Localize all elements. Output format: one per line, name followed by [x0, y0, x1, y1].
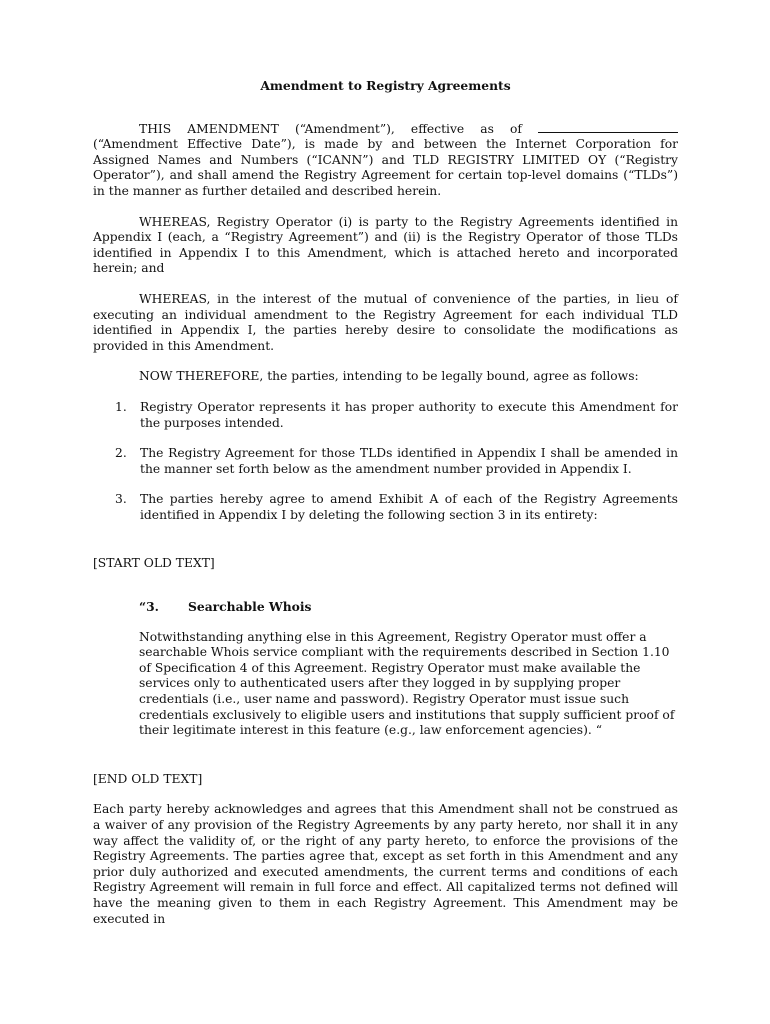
list-item-number: 2.	[115, 446, 127, 461]
list-item	[93, 400, 678, 431]
intro-text-before-blank: THIS AMENDMENT (“Amendment”), effective as of	[139, 121, 538, 136]
intro-paragraph	[93, 121, 678, 200]
list-item-text: Registry Operator represents it has proper authority to execute this Amendment for the purposes intended.	[140, 399, 678, 430]
old-section-body: Notwithstanding anything else in this Agreement, Registry Operator must offer a searchable Whois service compliant with the requirements described in Section 1.10 of Specification 4 of this Agreement. Registry Operator must make available the services only to authenticated users after they logged in by supplying proper credentials (i.e., user name and password). Registry Operator must issue such credentials exclusively to eligible users and institutions that supply sufficient proof of their legitimate interest in this feature (e.g., law enforcement agencies). “	[139, 629, 675, 738]
closing-paragraph: Each party hereby acknowledges and agrees that this Amendment shall not be construed as a waiver of any provision of the Registry Agreements by any party hereto, nor shall it in any way affect the validity of, or the right of any party hereto, to enforce the provisions of the Registry Agreements. The parties agree that, except as set forth in this Amendment and any prior duly authorized and executed amendments, the current terms and conditions of each Registry Agreement will remain in full force and effect. All capitalized terms not defined will have the meaning given to them in each Registry Agreement. This Amendment may be executed in	[93, 802, 678, 926]
effective-date-blank	[538, 121, 678, 133]
document-content	[93, 78, 678, 942]
list-item-number: 3.	[115, 492, 127, 507]
whereas-paragraph-1: WHEREAS, Registry Operator (i) is party to the Registry Agreements identified in Appendix I (each, a “Registry Agreement”) and (ii) is the Registry Operator of those TLDs identified in Appendix I to this Amendment, which is attached hereto and incorporated herein; and	[93, 214, 678, 276]
amendment-items-list	[93, 400, 678, 524]
list-item-number: 1.	[115, 399, 127, 414]
document-title: Amendment to Registry Agreements	[260, 78, 511, 93]
old-section-number: “3.	[139, 599, 159, 615]
old-section-title: Searchable Whois	[188, 599, 312, 615]
old-section-heading	[139, 599, 678, 615]
start-old-text-marker: [START OLD TEXT]	[93, 556, 215, 571]
whereas-paragraph-2: WHEREAS, in the interest of the mutual of convenience of the parties, in lieu of executing an individual amendment to the Registry Agreement for each individual TLD identified in Appendix I, the parties hereby desire to consolidate the modifications as provided in this Amendment.	[93, 291, 678, 353]
end-old-text-marker: [END OLD TEXT]	[93, 771, 203, 786]
list-item-text: The parties hereby agree to amend Exhibit A of each of the Registry Agreements identified in Appendix I by deleting the following section 3 in its entirety:	[140, 492, 678, 522]
now-therefore-paragraph: NOW THEREFORE, the parties, intending to be legally bound, agree as follows:	[139, 369, 639, 384]
list-item-text: The Registry Agreement for those TLDs identified in Appendix I shall be amended in the manner set forth below as the amendment number provided in Appendix I.	[140, 446, 678, 476]
list-item	[93, 492, 678, 523]
list-item	[93, 446, 678, 477]
intro-text-after-blank: (“Amendment Effective Date”), is made by and between the Internet Corporation for Assigned Names and Numbers (“ICANN”) and TLD REGISTRY LIMITED OY (“Registry Operator”), and shall amend the Registry Agreement for certain top-level domains (“TLDs”) in the manner as further detailed and described herein.	[93, 137, 678, 198]
